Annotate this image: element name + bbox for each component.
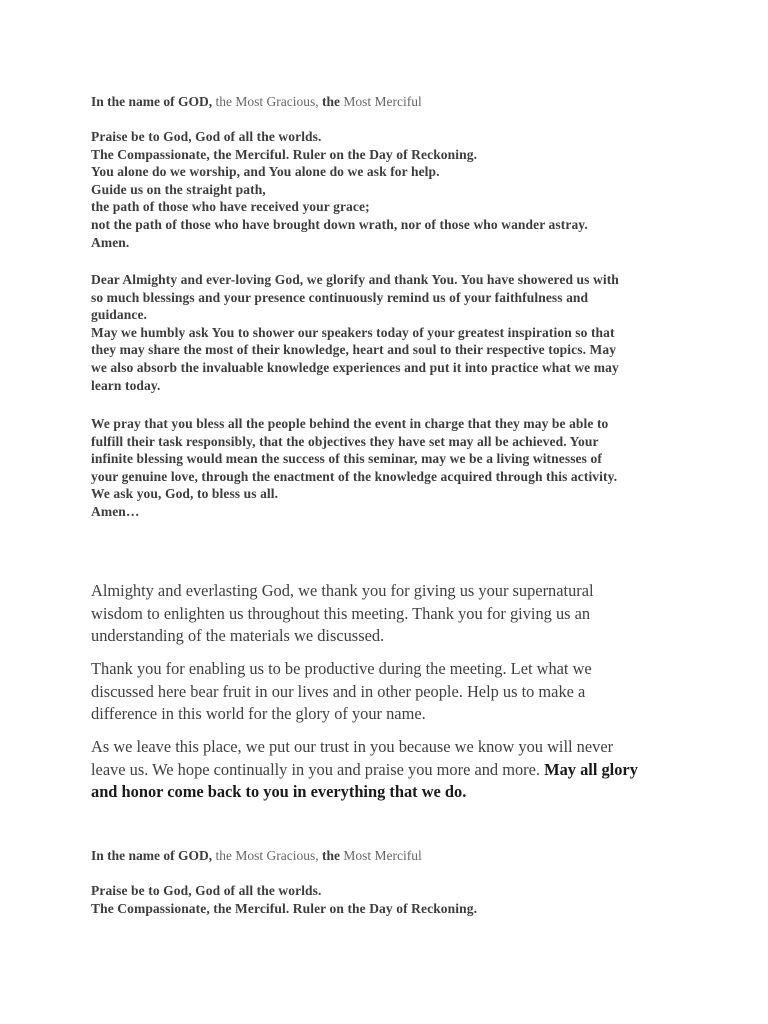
paragraph-line: your genuine love, through the enactment of the knowledge acquired through this activity. [91,468,618,484]
paragraph-line: Thank you for enabling us to be productive during the meeting. Let what we [91,659,592,678]
paragraph-line: We pray that you bless all the people behind the event in charge that they may be able to [91,416,609,431]
heading-part-2: the Most Gracious, [212,848,319,863]
heading-part-2: the Most Gracious, [212,94,319,109]
prayer-line: Guide us on the straight path, [91,181,266,197]
paragraph-line: discussed here bear fruit in our lives and in other people. Help us to make a [91,681,586,701]
repeated-heading [91,847,691,865]
paragraph-line: difference in this world for the glory of your name. [91,704,426,724]
heading-part-3: the [318,94,340,109]
paragraph-line: As we leave this place, we put our trust in you because we know you will never [91,737,614,756]
paragraph-line: Amen… [91,503,140,519]
emphasis-text: May all glory [544,759,638,779]
paragraph-line: infinite blessing would mean the success of this seminar, may we be a living witnesses of [91,451,602,467]
paragraph-line: May we humbly ask You to shower our speakers today of your greatest inspiration so that [91,324,615,340]
paragraph-line: so much blessings and your presence continuously remind us of your faithfulness and [91,289,589,305]
prayer-line: Praise be to God, God of all the worlds. [91,883,322,898]
opening-heading [91,93,691,111]
prayer-line: the path of those who have received your grace; [91,199,370,215]
emphasis-line: and honor come back to you in everything that we do. [91,782,467,802]
paragraph-line: guidance. [91,307,148,323]
paragraph-line: Almighty and everlasting God, we thank you for giving us your supernatural [91,581,594,600]
seminar-prayer-paragraph-1 [91,271,691,394]
paragraph-line: learn today. [91,377,161,393]
paragraph-line: Dear Almighty and ever-loving God, we glorify and thank You. You have showered us with [91,272,619,287]
paragraph-line: We ask you, God, to bless us all. [91,486,279,502]
prayer-line: The Compassionate, the Merciful. Ruler on the Day of Reckoning. [91,900,478,916]
paragraph-line: wisdom to enlighten us throughout this meeting. Thank you for giving us an [91,603,591,623]
heading-part-1: In the name of GOD, [91,848,213,863]
repeated-prayer [91,882,691,917]
prayer-line: You alone do we worship, and You alone do we ask for help. [91,164,440,180]
paragraph-line: we also absorb the invaluable knowledge experiences and put it into practice what we may [91,359,619,375]
closing-prayer-paragraph-2 [91,658,691,726]
prayer-line: Amen. [91,234,130,250]
prayer-line: Praise be to God, God of all the worlds. [91,129,322,144]
paragraph-line: understanding of the materials we discussed. [91,626,385,646]
heading-part-1: In the name of GOD, [91,94,213,109]
heading-part-4: Most Merciful [339,848,422,863]
heading-part-3: the [318,848,340,863]
paragraph-line: fulfill their task responsibly, that the objectives they have set may all be achieved. Your [91,433,599,449]
paragraph-text: leave us. We hope continually in you and praise you more and more. [91,759,545,779]
closing-prayer-paragraph-1 [91,580,691,648]
heading-part-4: Most Merciful [339,94,422,109]
prayer-line: The Compassionate, the Merciful. Ruler on the Day of Reckoning. [91,146,478,162]
paragraph-line [91,759,691,782]
closing-prayer-paragraph-3 [91,736,691,804]
seminar-prayer-paragraph-2 [91,415,691,521]
prayer-line: not the path of those who have brought down wrath, nor of those who wander astray. [91,216,588,232]
paragraph-line: they may share the most of their knowledge, heart and soul to their respective topics. May [91,342,617,358]
opening-prayer [91,128,691,251]
